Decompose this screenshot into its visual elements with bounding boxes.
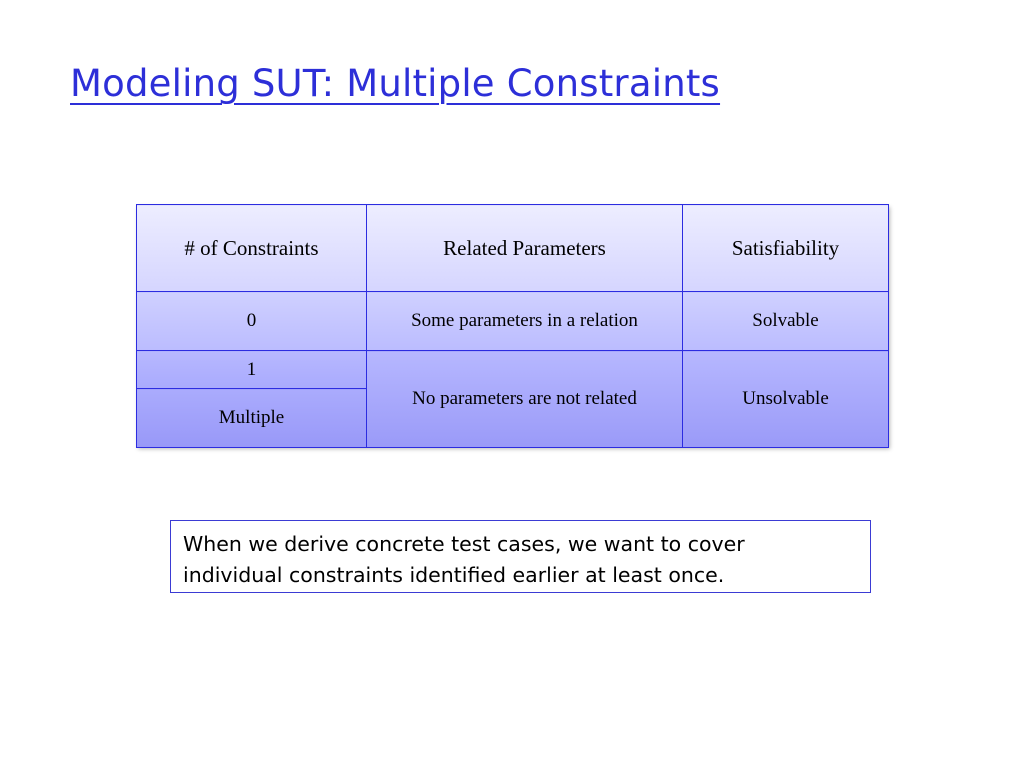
cell-constraints-count: 1 <box>137 351 367 389</box>
cell-related-parameters: Some parameters in a relation <box>367 292 683 351</box>
note-line: When we derive concrete test cases, we want to cover <box>183 532 745 556</box>
table-row <box>137 292 889 351</box>
header-constraints-count: # of Constraints <box>137 205 367 292</box>
cell-constraints-count: 0 <box>137 292 367 351</box>
cell-satisfiability: Solvable <box>683 292 889 351</box>
header-related-parameters: Related Parameters <box>367 205 683 292</box>
table-row <box>137 351 889 389</box>
constraints-table <box>136 204 889 448</box>
constraints-table-container <box>136 204 888 446</box>
cell-satisfiability-merged: Unsolvable <box>683 351 889 448</box>
cell-related-parameters-merged: No parameters are not related <box>367 351 683 448</box>
note-textbox <box>170 520 871 593</box>
header-satisfiability: Satisfiability <box>683 205 889 292</box>
note-line: individual constraints identified earlier at least once. <box>183 563 725 587</box>
table-header-row <box>137 205 889 292</box>
cell-constraints-count: Multiple <box>137 389 367 448</box>
slide-title: Modeling SUT: Multiple Constraints <box>70 62 721 105</box>
